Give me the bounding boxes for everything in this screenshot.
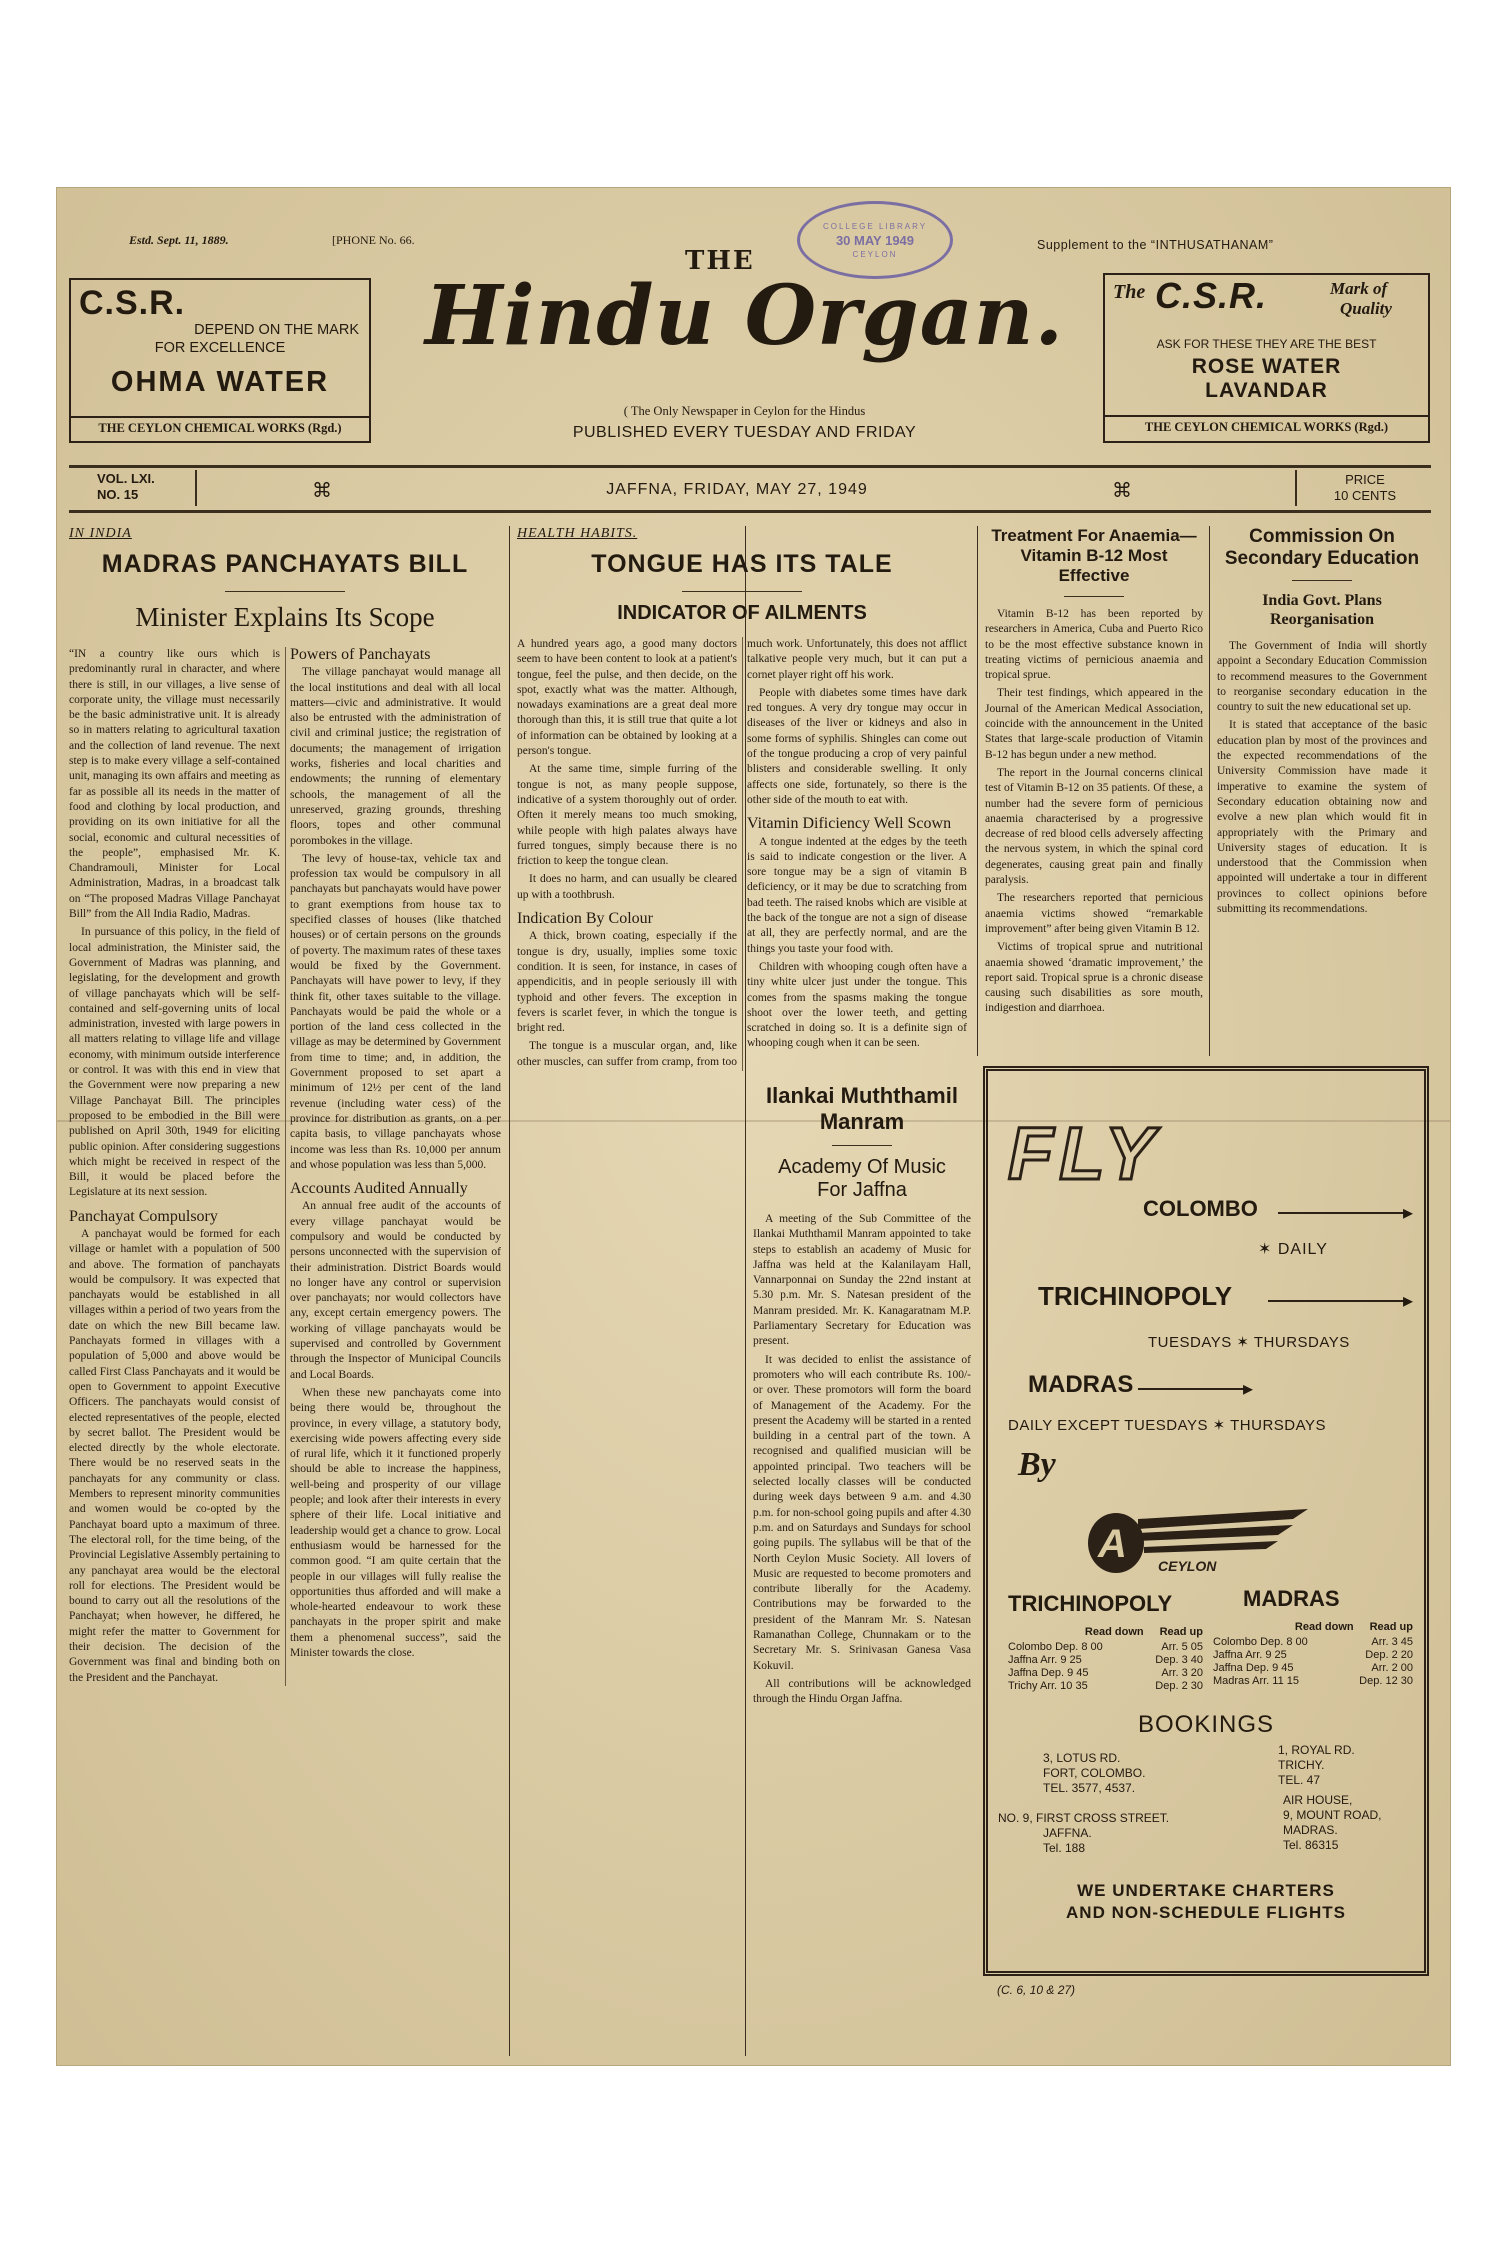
- dateline-divider-right: [1295, 470, 1297, 506]
- masthead-the: THE: [685, 246, 755, 276]
- stamp-date: 30 MAY 1949: [835, 232, 915, 248]
- paragraph: Victims of tropical sprue and nutritional anaemia showed ‘dramatic improvement,’ the report said. Tropical sprue is a chronic disease causing such disabilities as sore mouth, indigestion and diarrhoea.: [985, 941, 1203, 1015]
- schedule-cell: Arr. 2 00: [1371, 1662, 1413, 1674]
- column-rule-4: [1209, 526, 1210, 1056]
- booking-jaffna: [998, 1811, 1169, 1856]
- article-headline: Ilankai Muththamil: [766, 1083, 958, 1108]
- read-down-label: Read down: [1294, 1621, 1354, 1633]
- phone-number: [PHONE No. 66.: [332, 233, 415, 247]
- dateline-bottom-rule: [69, 510, 1431, 513]
- charter-line-2: AND NON-SCHEDULE FLIGHTS: [1066, 1903, 1346, 1922]
- schedule-cell: Dep. 2 20: [1365, 1649, 1413, 1661]
- article-subhead: Minister Explains Its Scope: [135, 602, 435, 632]
- article-panchayats: [69, 526, 501, 2056]
- paragraph: In pursuance of this policy, in the field of local administration, the Minister said, the Government of Madras was planning, and legislating, for the development and growth of village panchayats which will be self-contained and self-governing units of local administration, invested with large powers in all matters relating to village life and village economy, with minimum outside interference or control. It was with this end in view that the Government were now preparing a new Village Panchayat Bill. The principles proposed to be embodied in the Bill were published on April 30th, 1949 for eliciting public opinion. After considering suggestions which might be received in respect of the Bill, it would be placed before the Legislature at its next session.: [69, 926, 280, 1199]
- ad-line-2: FOR EXCELLENCE: [154, 340, 286, 356]
- dateline-divider: [195, 470, 197, 506]
- csr-brand: C.S.R.: [79, 284, 186, 322]
- address-line: JAFFNA.: [1043, 1826, 1092, 1840]
- schedule-madras: [1213, 1621, 1413, 1688]
- schedule-cell: Arr. 3 20: [1161, 1667, 1203, 1679]
- ad-code: (C. 6, 10 & 27): [997, 1983, 1076, 1997]
- arrow-line: [1268, 1300, 1408, 1302]
- quality-word: Quality: [1340, 299, 1392, 318]
- address-line: Tel. 188: [1043, 1841, 1086, 1855]
- issue-date: JAFFNA, FRIDAY, MAY 27, 1949: [606, 481, 868, 498]
- paragraph: Children with whooping cough often have a tiny white ulcer just under the tongue. This comes from the spasms making the tongue shoot over the lower teeth, and getting scratched in doing so. It is a definite sign of whooping cough when it can be seen.: [747, 960, 967, 1050]
- section-heading: Accounts Audited Annually: [290, 1180, 468, 1198]
- read-up-label: Read up: [1369, 1621, 1413, 1633]
- madras-frequency: DAILY EXCEPT TUESDAYS ✶ THURSDAYS: [1008, 1417, 1327, 1434]
- ask-for-line: ASK FOR THESE THEY ARE THE BEST: [1156, 337, 1377, 351]
- newspaper-page: [56, 187, 1451, 2066]
- headline-rule: [225, 591, 345, 592]
- paragraph: A meeting of the Sub Committee of the Ilankai Muththamil Manram appointed to take steps to establish an academy of Music for Jaffna was held at the Kalanilayam Hall, Vannarponnai on Sunday the 22nd instant at 5.30 p.m. Mr. S. Natesan president of the Manram presided. Mr. K. Kanagaratnam M.P. Parliamentary Secretary for Education was present.: [753, 1213, 971, 1348]
- schedule-row: [1008, 1654, 1203, 1667]
- paragraph: A hundred years ago, a good many doctors seem to have been content to look at a patient's tongue, feel the pulse, and then decide, on the spot, exactly what was the matter. Although, nowadays examinations are a great deal more thorough than this, it is still true that quite a lot of information can be obtained by looking at a person's tongue.: [517, 638, 737, 758]
- paragraph: It does no harm, and can usually be cleared up with a toothbrush.: [517, 873, 737, 901]
- schedule-madras-title: MADRAS: [1243, 1586, 1340, 1611]
- stamp-bottom-text: CEYLON: [852, 249, 898, 259]
- charter-line-1: WE UNDERTAKE CHARTERS: [1077, 1881, 1335, 1900]
- price-value: 10 CENTS: [1333, 488, 1397, 503]
- trichy-frequency: TUESDAYS ✶ THURSDAYS: [1148, 1334, 1350, 1351]
- article-body: [985, 607, 1203, 1017]
- article-body: [753, 1212, 971, 1708]
- csr-brand-right: C.S.R.: [1155, 275, 1268, 316]
- article-education: [1217, 526, 1427, 1056]
- article-kicker: IN INDIA: [69, 526, 132, 541]
- volume-label: VOL. LXI.: [97, 471, 155, 486]
- schedule-cell: Madras Arr. 11 15: [1213, 1675, 1300, 1687]
- air-ceylon-ad: [983, 1066, 1429, 1976]
- address-line: 9, MOUNT ROAD,: [1283, 1808, 1382, 1822]
- schedule-cell: Dep. 12 30: [1359, 1675, 1413, 1687]
- dateline-top-rule: [69, 465, 1431, 468]
- fly-title: FLY: [1008, 1112, 1161, 1195]
- paragraph: When these new panchayats come into being there would be, throughout the province, in every village, a statutory body, exercising wide powers affecting every side of rural life, which it it functioned properly should be able to increase the happiness, well-being and prosperity of our village people; and look after their interests in every sphere of their life. Local initiative and leadership would get a chance to grow. Local enthusiasm would be harnessed for the common good. “I am quite certain that the people in our villages will fully realise the opportunities thus afforded and will make a whole-hearted endeavour to work these panchayats in the proper spirit and make them a phenomenal success”, said the Minister towards the close.: [290, 1386, 501, 1659]
- ad-divider: [71, 416, 369, 418]
- section-heading: Vitamin Dificiency Well Scown: [747, 815, 952, 833]
- air-ceylon-logo-icon: [1078, 1501, 1318, 1581]
- schedule-cell: Jaffna Arr. 9 25: [1008, 1654, 1082, 1666]
- paragraph: All contributions will be acknowledged through the Hindu Organ Jaffna.: [753, 1677, 971, 1706]
- dest-madras: MADRAS: [1028, 1371, 1134, 1398]
- schedule-cell: Arr. 3 45: [1371, 1636, 1413, 1648]
- address-line: AIR HOUSE,: [1283, 1793, 1353, 1807]
- issue-number: NO. 15: [97, 487, 139, 502]
- paragraph: The village panchayat would manage all the local institutions and deal with all local matters—civic and administrative. It would also be entrusted with the administration of civil and criminal justice; the registration of documents; the management of irrigation works, fisheries and local charities and endowments; the running of elementary schools, the management of all the unreserved, grazing grounds, threshing floors, topes and other communal porombokes in the village.: [290, 666, 501, 847]
- logo-text: CEYLON: [1158, 1558, 1217, 1574]
- schedule-cell: Trichy Arr. 10 35: [1008, 1680, 1088, 1692]
- schedule-cell: Dep. 3 40: [1155, 1654, 1203, 1666]
- by-word: By: [1018, 1446, 1056, 1483]
- article-kicker: HEALTH HABITS.: [517, 526, 638, 541]
- address-line: TEL. 47: [1278, 1773, 1321, 1787]
- article-headline: Treatment For Anaemia—Vitamin B-12 Most Effective: [991, 526, 1197, 585]
- schedule-row: [1213, 1636, 1413, 1649]
- article-music-academy: [753, 1083, 971, 2058]
- paragraph: The Government of India will shortly appoint a Secondary Education Commission to recommend measures to the Government to reorganise secondary education in the country to suit the new educational set up.: [1217, 640, 1427, 714]
- article-subhead-line2: For Jaffna: [817, 1179, 907, 1201]
- column-rule-1: [509, 526, 510, 2056]
- paragraph: Their test findings, which appeared in the Journal of the American Medical Association, coincide with the announcement in the United States that large-scale production of Vitamin B-12 has begun under a new method.: [985, 687, 1203, 761]
- paragraph: “IN a country like ours which is predominantly rural in character, and where there is still, in our villages, a live sense of corporate unity, the village must necessarily be the basic administrative unit. It is already so in matters relating to agricultural taxation and the collection of land revenue. The next step is to make every village a self-contained unit, managing its own affairs and meeting as far as possible all its needs in the matter of food and clothing by local production, and providing on its own initiative for all the social, economic and cultural necessities of the people”, emphasised Mr. K. Chandramouli, Minister for Local Administration, Madras, in a broadcast talk on “The proposed Madras Village Panchayat Bill” from the All India Radio, Madras.: [69, 648, 280, 921]
- the-word: The: [1113, 281, 1146, 303]
- address-line: 1, ROYAL RD.: [1278, 1743, 1355, 1757]
- section-heading: Panchayat Compulsory: [69, 1207, 218, 1225]
- left-ad-company: THE CEYLON CHEMICAL WORKS (Rgd.): [98, 421, 342, 435]
- headline-rule: [1064, 596, 1124, 597]
- arrow-head-icon: ▸: [1403, 1202, 1414, 1224]
- read-up-label: Read up: [1159, 1626, 1203, 1638]
- address-line: TRICHY.: [1278, 1758, 1325, 1772]
- article-headline: TONGUE HAS ITS TALE: [591, 550, 893, 578]
- address-line: TEL. 3577, 4537.: [1043, 1781, 1136, 1795]
- stamp-top-text: COLLEGE LIBRARY: [822, 221, 928, 231]
- section-heading: Indication By Colour: [517, 910, 653, 928]
- schedule-trichy: [1008, 1626, 1203, 1693]
- rose-water-title: ROSE WATER: [1191, 355, 1342, 378]
- schedule-cell: Jaffna Dep. 9 45: [1213, 1662, 1294, 1674]
- right-ad-company: THE CEYLON CHEMICAL WORKS (Rgd.): [1144, 420, 1389, 434]
- bookings-heading: BOOKINGS: [1137, 1711, 1275, 1738]
- article-body: [1217, 639, 1427, 917]
- volume-number: [97, 471, 155, 503]
- read-down-label: Read down: [1084, 1626, 1144, 1638]
- schedule-cell: Jaffna Arr. 9 25: [1213, 1649, 1287, 1661]
- schedule-row: [1008, 1680, 1203, 1693]
- schedule-row: [1213, 1675, 1413, 1688]
- ohma-water-title: OHMA WATER: [110, 366, 330, 398]
- mark-of: Mark of: [1330, 279, 1388, 298]
- ohma-water-ad: [69, 278, 371, 443]
- article-body: [69, 647, 501, 1686]
- article-subhead: India Govt. Plans Reorganisation: [1262, 592, 1382, 628]
- address-line: MADRAS.: [1283, 1823, 1338, 1837]
- supplement-note: Supplement to the “INTHUSATHANAM”: [1037, 238, 1274, 252]
- arrow-line: [1138, 1388, 1248, 1390]
- schedule-row: [1008, 1641, 1203, 1654]
- dest-colombo: COLOMBO: [1143, 1196, 1258, 1221]
- arrow-head-icon: ▸: [1243, 1378, 1254, 1400]
- dateline-ornament-right: ⌘: [1112, 480, 1132, 502]
- paragraph: A tongue indented at the edges by the teeth is said to indicate congestion or the liver. A sore tongue may be a sign of vitamin B deficiency, or it may be due to scratching from bad teeth. The raised knobs which are visible at the back of the tongue are not a sign of disease at all, they are perfectly normal, and are the things you taste your food with.: [747, 835, 967, 955]
- article-headline: MADRAS PANCHAYATS BILL: [101, 550, 469, 578]
- address-line: Tel. 86315: [1283, 1838, 1339, 1852]
- price-label: PRICE: [1345, 472, 1385, 487]
- schedule-cell: Colombo Dep. 8 00: [1008, 1641, 1103, 1653]
- masthead-title: Hindu Organ.: [424, 268, 1064, 364]
- colombo-frequency: ✶ DAILY: [1258, 1241, 1328, 1258]
- booking-trichy: [1278, 1743, 1355, 1788]
- article-subhead: INDICATOR OF AILMENTS: [617, 602, 867, 624]
- paragraph: The tongue is a muscular organ, and, like other muscles, can suffer from cramp, from too much work. Unfortunately, this does not afflict talkative people very much, but it can put a cornet player right off his work.: [517, 638, 967, 1068]
- column-rule-3: [977, 526, 978, 1056]
- paragraph: An annual free audit of the accounts of every village panchayat would be compulsory and would be conducted by persons unconnected with the supervision of their administration. District Boards would no longer have any control or supervision over panchayats; nor would collectors have any, except certain emergency powers. The working of village panchayats would be supervised and controlled by Government through the Inspector of Municipal Councils and Local Boards.: [290, 1200, 501, 1381]
- address-line: 3, LOTUS RD.: [1043, 1751, 1121, 1765]
- price-box: [1305, 472, 1425, 504]
- paragraph: People with diabetes some times have dark red tongues. A very dry tongue may occur in diseases of the liver or kidneys and also in some forms of syphilis. Shingles can come out of the tongue producing a crop of very painful blisters and considerable swelling. It only affects one side, fortunately, so there is the other side of the mouth to eat with.: [747, 686, 967, 806]
- paragraph: The report in the Journal concerns clinical test of Vitamin B-12 on 35 patients. Of these, a number had the severe form of pernicious anaemia characterised by a progressive decrease of red blood cells adversely affecting the nervous system, in which the spinal cord degenerates, causing great pain and finally paralysis.: [985, 766, 1203, 887]
- dateline-ornament-left: ⌘: [312, 480, 332, 502]
- svg-text:A: A: [1098, 1522, 1127, 1566]
- article-body: [517, 637, 967, 1071]
- booking-colombo: [1043, 1751, 1145, 1796]
- headline-rule: [682, 591, 802, 592]
- paragraph: The levy of house-tax, vehicle tax and profession tax would be compulsory in all panchayats but panchayats would have power to grant exemptions from house tax to specified classes of houses (like thatched houses) or of certain persons on the grounds of poverty. The maximum rates of these taxes would be fixed by the Government. Panchayats will have power to levy, if they think fit, other taxes suitable to the village. Panchayats would be paid the whole or a portion of the land cess collected in the village as may be determined by Government from time to time; and, in addition, the Government proposed to set apart a minimum of 12½ per cent of the land revenue (including water cess) of the province for distribution as grants, on a per capita basis, to village panchayats whose income was less than Rs. 10,000 per annum and whose population was less than 5,000.: [290, 852, 501, 1171]
- schedule-row: [1213, 1649, 1413, 1662]
- schedule-row: [1213, 1662, 1413, 1675]
- paragraph: The researchers reported that pernicious anaemia victims showed “remarkable improvement” after being given Vitamin B 12.: [985, 892, 1203, 935]
- schedule-cell: Colombo Dep. 8 00: [1213, 1636, 1308, 1648]
- established-date: Estd. Sept. 11, 1889.: [129, 233, 229, 247]
- schedule-cell: Dep. 2 30: [1155, 1680, 1203, 1692]
- article-headline: Commission On Secondary Education: [1224, 526, 1420, 569]
- article-headline-line2: Manram: [819, 1109, 905, 1134]
- address-line: NO. 9, FIRST CROSS STREET.: [998, 1811, 1170, 1825]
- schedule-cell: Jaffna Dep. 9 45: [1008, 1667, 1089, 1679]
- ad-line-1: DEPEND ON THE MARK: [194, 322, 359, 338]
- paragraph: Vitamin B-12 has been reported by researchers in America, Cuba and Puerto Rico to be the most effective substance known in treating victims of pernicious anaemia and tropical sprue.: [985, 608, 1203, 682]
- booking-madras: [1283, 1793, 1381, 1853]
- masthead-tagline: ( The Only Newspaper in Ceylon for the Hindus: [623, 404, 866, 418]
- paragraph: It was decided to enlist the assistance of promoters who will each contribute Rs. 100/- or over. These promotors will form the board of Management of the Academy. For the present the Academy will be started in a rented building in a central part of the town. A recognised and qualified musician will be appointed principal. Two teachers will be selected locally classes will be conducted during week days between 9 a.m. and 4.30 p.m. for non-school going pupils and after 4.30 p.m. and on Saturdays and Sundays for school going pupils. The syllabus will be that of the North Ceylon Music Society. All lovers of Music are requested to become promoters and contribute liberally for the Academy. Contributions may be forwarded to the president of the Manram Mr. S. Natesan Ramanathan College, Chunnakam or to the Secretary Mr. S. Srinivasan Ganesa Vasa Kokuvil.: [753, 1353, 971, 1672]
- arrow-head-icon: ▸: [1403, 1290, 1414, 1312]
- paragraph: It is stated that acceptance of the basic education plan by most of the provinces and the expected recommendations of the University Commission have made it imperative to examine the system of Secondary education obtaining now and evolve a new plan which would fit in appropriately with the Primary and University stages of education. It is understood that the Commission when appointed will undertake a tour in different provinces to collect opinions before submitting its recommendations.: [1217, 719, 1427, 916]
- headline-rule: [1292, 580, 1352, 581]
- schedule-trichy-title: TRICHINOPOLY: [1008, 1591, 1173, 1616]
- published-days: PUBLISHED EVERY TUESDAY AND FRIDAY: [572, 424, 917, 441]
- article-tongue: [517, 526, 967, 1071]
- dest-trichinopoly: TRICHINOPOLY: [1038, 1281, 1233, 1311]
- lavandar-title: LAVANDAR: [1205, 379, 1328, 402]
- schedule-cell: Arr. 5 05: [1161, 1641, 1203, 1653]
- headline-rule: [832, 1145, 892, 1146]
- section-heading: Powers of Panchayats: [290, 646, 431, 663]
- article-vitamin: [985, 526, 1203, 1056]
- paragraph: At the same time, simple furring of the tongue is not, as many people suppose, indicative of a system thoroughly out of order. Often it merely means too much smoking, while people with high palates always have furred tongues, simply because there is no friction to keep the tongue clean.: [517, 763, 737, 868]
- rose-water-ad: [1103, 273, 1430, 443]
- arrow-line: [1278, 1212, 1408, 1214]
- ad-divider-right: [1105, 415, 1428, 417]
- paragraph: A thick, brown coating, especially if the tongue is dry, usually, implies some toxic condition. It is seen, for instance, in cases of appendicitis, and in people seriously ill with typhoid and other fevers. The exception in fevers is scarlet fever, in which the tongue is bright red.: [517, 930, 737, 1035]
- paragraph: A panchayat would be formed for each village or hamlet with a population of 500 and above. The formation of panchayats would be compulsory. It was expected that panchayats would be established in all villages within a period of two years from the date on which the new Bill became law. Panchayats formed in villages with a population of 5,000 and above would be called First Class Panchayats and it would be open to Government to appoint Executive Officers. The panchayats would consist of elected representatives of the people, elected by secret ballot. The President would be elected directly by the whole electorate. There would be no reserved seats in the panchayats for any community or class. Members to represent minority communities and women would be co-opted by the Panchayat board upto a maximum of three. The electoral roll, for the time being, of the Provincial Legislative Assembly pertaining to any panchayat area would be the electoral roll for elections. The President would be bound to carry out all the resolutions of the Panchayat; when however, he differed, he might refer the matter to Government for their decision. The decision of the Government was final and binding both on the President and the Panchayat.: [69, 1227, 280, 1684]
- article-subhead: Academy Of Music: [778, 1156, 946, 1178]
- schedule-row: [1008, 1667, 1203, 1680]
- address-line: FORT, COLOMBO.: [1043, 1766, 1146, 1780]
